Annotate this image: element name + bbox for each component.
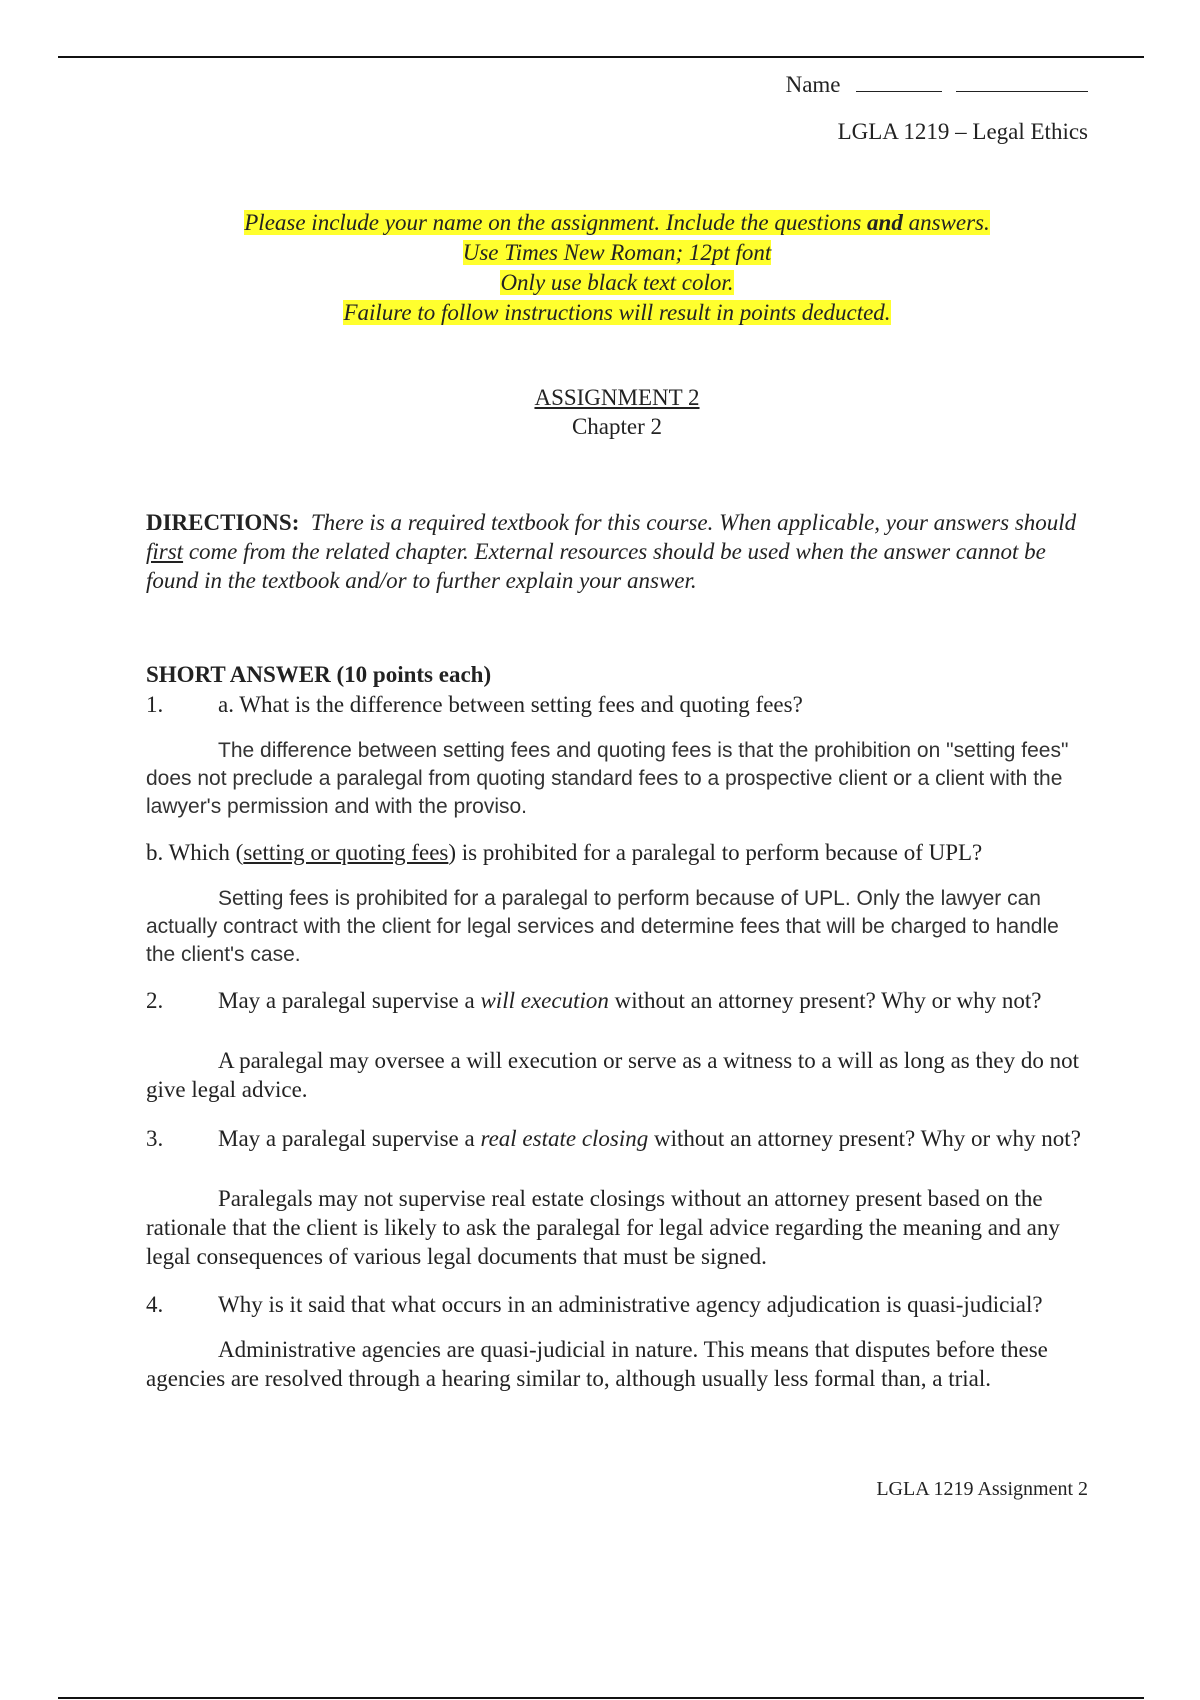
bottom-rule <box>58 1697 1144 1699</box>
short-answer-heading: SHORT ANSWER (10 points each) <box>146 662 492 687</box>
instruction-line-4: Failure to follow instructions will result in points deducted. <box>343 300 891 325</box>
instruction-line-3: Only use black text color. <box>500 270 734 295</box>
highlighted-instructions <box>146 208 1088 328</box>
name-blank-first[interactable] <box>856 90 942 92</box>
answer-1a: The difference between setting fees and quoting fees is that the prohibition on "setting fees" does not preclude a paralegal from quoting standard fees to a prospective client or a client with the lawyer's permission and with the proviso. <box>146 739 1069 818</box>
chapter-subtitle: Chapter 2 <box>571 414 663 439</box>
answer-1b: Setting fees is prohibited for a paralegal to perform because of UPL. Only the lawyer can actually contract with the client for legal services and determine fees that will be charged to handle the client's case. <box>146 887 1059 966</box>
instruction-line-2: Use Times New Roman; 12pt font <box>462 240 772 265</box>
answer-3: Paralegals may not supervise real estate closings without an attorney present based on the rationale that the client is likely to ask the paralegal for legal advice regarding the meaning and any legal consequences of various legal documents that must be signed. <box>146 1186 1060 1269</box>
question-3: 3. May a paralegal supervise a real estate closing without an attorney present? Why or why not? <box>146 1126 1081 1151</box>
answer-4: Administrative agencies are quasi-judicial in nature. This means that disputes before these agencies are resolved through a hearing similar to, although usually less formal than, a trial. <box>146 1337 1048 1391</box>
question-4: 4. Why is it said that what occurs in an administrative agency adjudication is quasi-judicial? <box>146 1292 1043 1317</box>
page-footer: LGLA 1219 Assignment 2 <box>876 1478 1088 1500</box>
question-2: 2. May a paralegal supervise a will execution without an attorney present? Why or why not? <box>146 988 1042 1013</box>
assignment-title: ASSIGNMENT 2 <box>534 385 700 410</box>
question-1a: 1. a. What is the difference between setting fees and quoting fees? <box>146 692 803 717</box>
instruction-line-1: Please include your name on the assignment. Include the questions and answers. <box>244 210 990 235</box>
name-label: Name <box>785 72 841 97</box>
directions-text: There is a required textbook for this course. When applicable, your answers should first come from the related chapter. External resources should be used when the answer cannot be found in the textbook and/or to further explain your answer. <box>146 510 1077 593</box>
top-rule <box>58 56 1144 58</box>
directions <box>146 508 1088 595</box>
question-1b: b. Which (setting or quoting fees) is prohibited for a paralegal to perform because of UPL? <box>146 840 983 865</box>
course-title: LGLA 1219 – Legal Ethics <box>837 119 1088 144</box>
name-line <box>786 72 1088 98</box>
directions-label: DIRECTIONS: <box>146 510 300 535</box>
answer-2: A paralegal may oversee a will execution or serve as a witness to a will as long as they do not give legal advice. <box>146 1048 1079 1102</box>
name-blank-last[interactable] <box>956 90 1088 92</box>
